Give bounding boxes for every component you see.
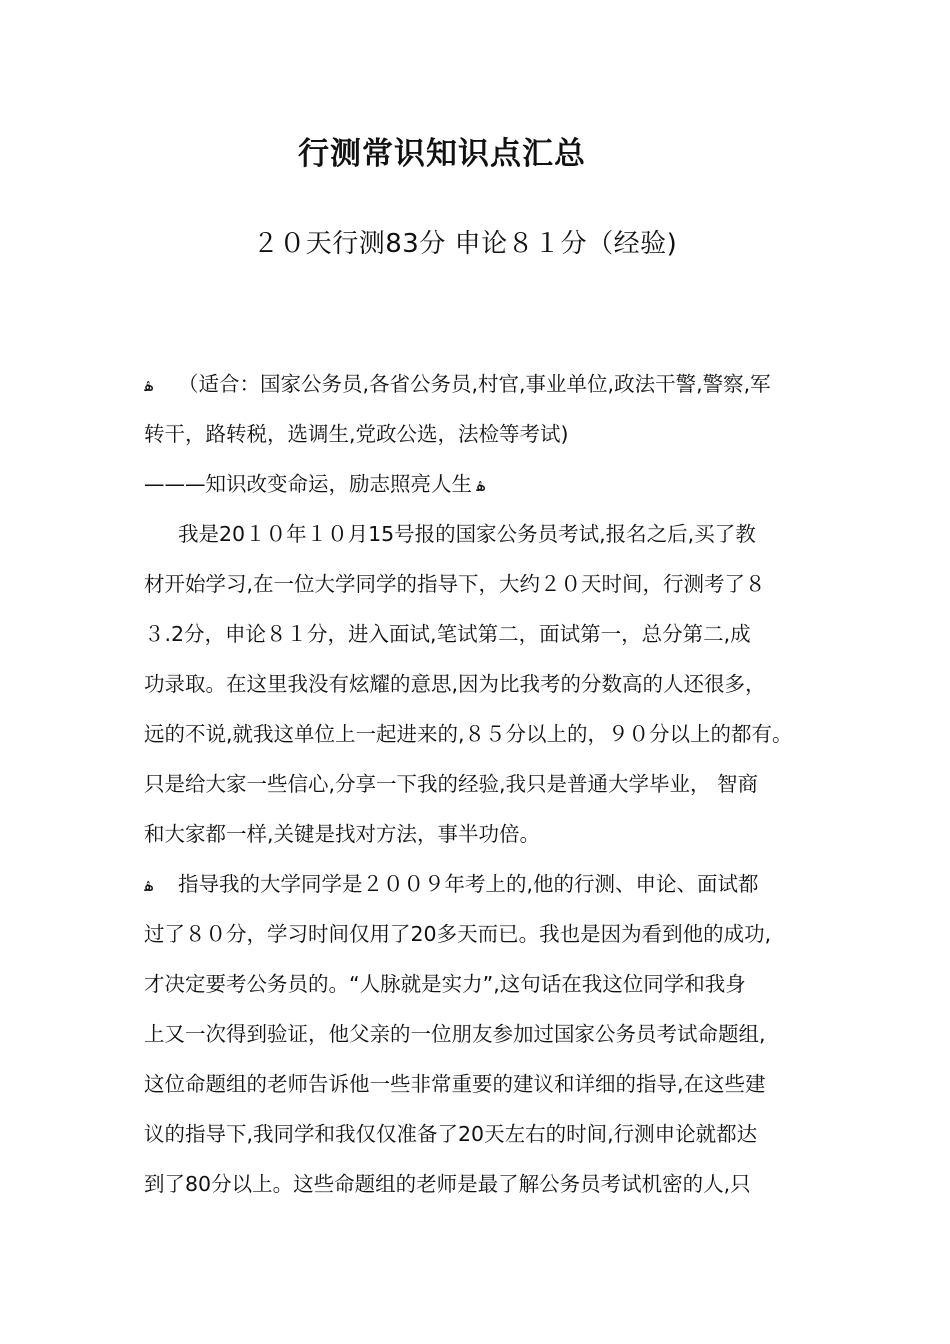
line-text: 过了８０分，学习时间仅用了20多天而已。我也是因为看到他的成功, — [144, 922, 772, 946]
line-text: ———知识改变命运，励志照亮人生 — [144, 472, 472, 496]
paragraph-line — [144, 766, 824, 816]
line-text: 材开始学习,在一位大学同学的指导下，大约２０天时间，行测考了８ — [144, 572, 766, 596]
paragraph-line — [144, 416, 824, 466]
bullet-icon: ۿ — [144, 876, 154, 895]
line-text: 功录取。在这里我没有炫耀的意思,因为比我考的分数高的人还很多， — [144, 672, 766, 696]
paragraph-line — [144, 1166, 824, 1216]
paragraph-line — [144, 816, 824, 866]
line-text: 指导我的大学同学是２００９年考上的,他的行测、申论、面试都 — [178, 872, 759, 896]
line-text: 只是给大家一些信心,分享一下我的经验,我只是普通大学毕业， 智商 — [144, 772, 759, 796]
paragraph-line — [144, 616, 824, 666]
line-text: 这位命题组的老师告诉他一些非常重要的建议和详细的指导,在这些建 — [144, 1072, 766, 1096]
line-text: 和大家都一样,关键是找对方法，事半功倍。 — [144, 822, 541, 846]
paragraph-line — [144, 1066, 824, 1116]
paragraph-line — [144, 666, 824, 716]
line-text: 我是20１０年１０月15号报的国家公务员考试,报名之后,买了教 — [178, 522, 756, 546]
paragraph-line — [144, 366, 824, 416]
paragraph-line — [144, 916, 824, 966]
paragraph-line — [144, 566, 824, 616]
paragraph-line — [144, 1116, 824, 1166]
line-text: 才决定要考公务员的。“人脉就是实力”,这句话在我这位同学和我身 — [144, 972, 746, 996]
bullet-icon: ۿ — [144, 376, 154, 395]
document-body — [144, 366, 824, 1216]
document-subtitle: ２０天行测83分 申论８１分（经验) — [252, 229, 678, 259]
line-text: 远的不说,就我这单位上一起进来的,８５分以上的，９０分以上的都有。 — [144, 722, 793, 746]
line-text: ３.2分，申论８１分，进入面试,笔试第二，面试第一，总分第二,成 — [144, 622, 751, 646]
paragraph-line — [144, 966, 824, 1016]
document-title: 行测常识知识点汇总 — [298, 136, 586, 172]
bullet-icon: ۿ — [476, 476, 486, 495]
line-text: 议的指导下,我同学和我仅仅准备了20天左右的时间,行测申论就都达 — [144, 1122, 758, 1146]
line-text: 上又一次得到验证，他父亲的一位朋友参加过国家公务员考试命题组, — [144, 1022, 766, 1046]
paragraph-line — [144, 1016, 824, 1066]
line-text: （适合：国家公务员,各省公务员,村官,事业单位,政法干警,警察,军 — [178, 372, 771, 396]
paragraph-line — [144, 516, 824, 566]
line-text: 到了80分以上。这些命题组的老师是最了解公务员考试机密的人,只 — [144, 1172, 751, 1196]
paragraph-line — [144, 716, 824, 766]
line-text: 转干，路转税，选调生,党政公选，法检等考试) — [144, 422, 569, 446]
paragraph-line — [144, 866, 824, 916]
paragraph-line — [144, 466, 824, 516]
